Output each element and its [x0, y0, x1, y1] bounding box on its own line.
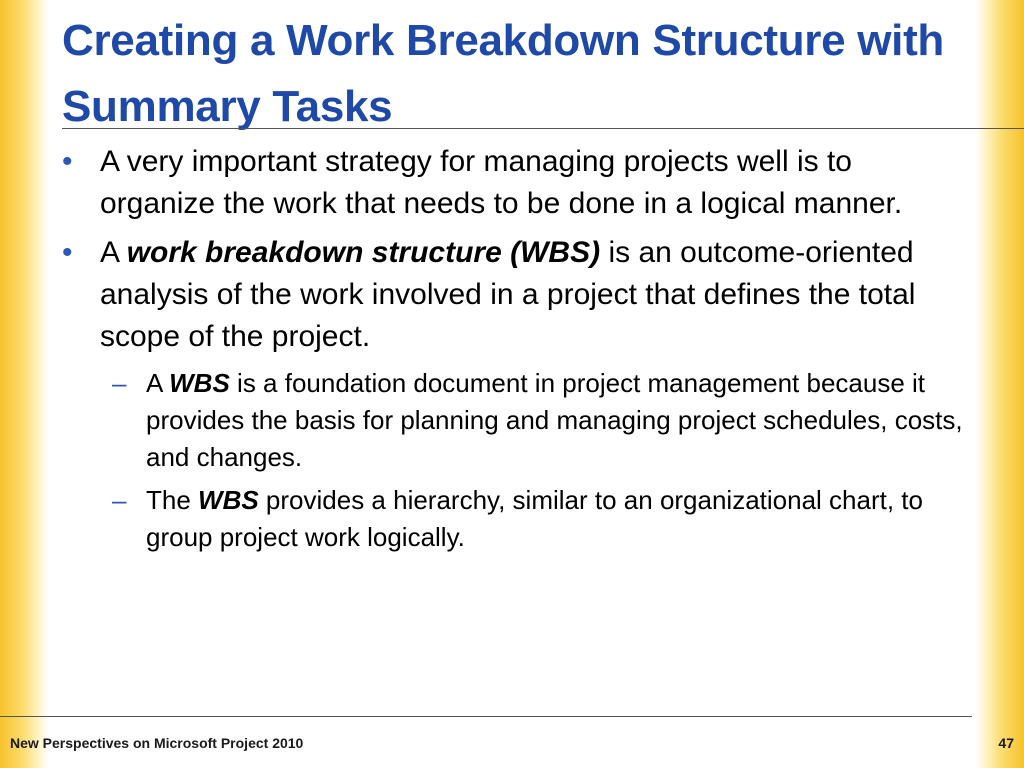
page-number: 47: [998, 735, 1014, 751]
bullet-strategy: [56, 141, 966, 225]
title-divider: [62, 128, 1024, 129]
sub-bullet-prefix: A: [146, 368, 170, 398]
left-gold-border: [0, 0, 48, 768]
footer-text: New Perspectives on Microsoft Project 2010: [10, 735, 304, 751]
bullet-prefix: A: [100, 236, 127, 269]
sub-bullet-emphasis: WBS: [169, 368, 230, 398]
bullet-text: A very important strategy for managing projects well is to organize the work that needs to be done in a logical manner.: [100, 145, 903, 220]
footer-divider: [0, 716, 972, 717]
sub-bullet-foundation: [100, 365, 966, 476]
bullet-wbs-definition: [56, 232, 966, 358]
bullet-suffix: is an outcome-oriented analysis of the work involved in a project that defines the total scope of the project.: [100, 236, 916, 353]
sub-bullet-marker: –: [112, 485, 127, 515]
bullet-marker: •: [62, 236, 73, 269]
slide-title: Creating a Work Breakdown Structure with Summary Tasks: [62, 16, 945, 131]
bullet-marker: •: [62, 145, 73, 178]
bullet-list: [56, 141, 966, 562]
sub-bullet-prefix: The: [146, 485, 199, 515]
sub-bullet-marker: –: [112, 368, 127, 398]
sub-bullet-suffix: is a foundation document in project management because it provides the basis for planning and managing project schedules, costs, and changes.: [146, 368, 963, 472]
sub-bullet-suffix: provides a hierarchy, similar to an organizational chart, to group project work logically.: [146, 485, 923, 552]
bullet-emphasis: work breakdown structure (WBS): [126, 236, 601, 269]
sub-bullet-emphasis: WBS: [198, 485, 259, 515]
sub-bullet-hierarchy: [100, 482, 966, 556]
